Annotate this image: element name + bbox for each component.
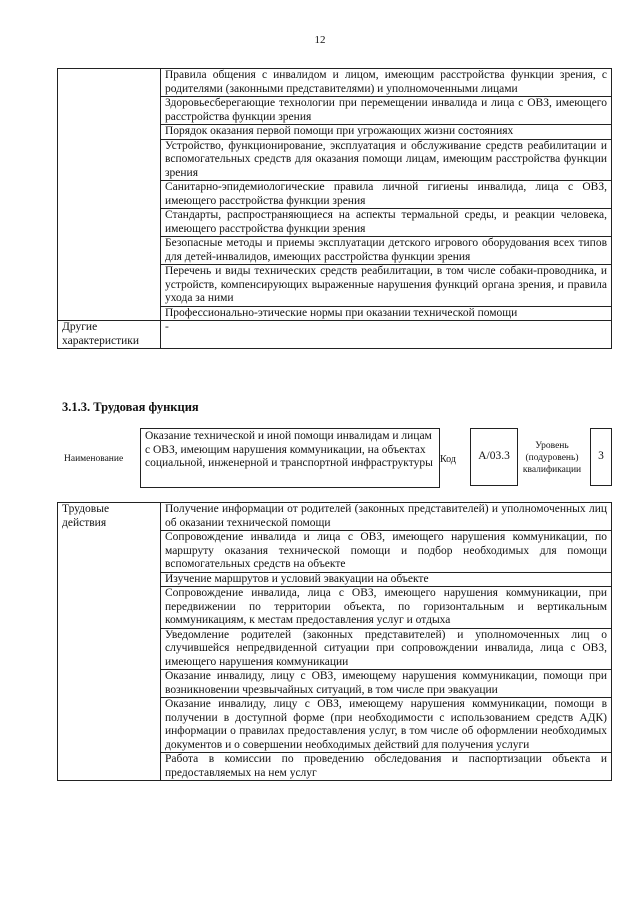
table-cell: Здоровьесберегающие технологии при перемещении инвалида и лица с ОВЗ, имеющего расстройства функции зрения (161, 97, 612, 125)
name-label: Наименование (64, 454, 124, 464)
code-label: Код (440, 454, 456, 465)
table-cell: Перечень и виды технических средств реабилитации, в том числе собаки-проводника, и устройств, компенсирующих выраженные нарушения функций органа зрения, и правила ухода за ними (161, 265, 612, 307)
table-cell: Уведомление родителей (законных представителей) и уполномоченных лиц о случившейся непредвиденной ситуации при сопровождении инвалида, лица с ОВЗ, имеющего нарушения коммуникации (161, 628, 612, 670)
table-cell: Правила общения с инвалидом и лицом, имеющим расстройства функции зрения, с родителями (законными представителями) и уполномоченными лицами (161, 69, 612, 97)
level-label: Уровень (подуровень) квалификации (522, 441, 582, 475)
table-cell: Устройство, функционирование, эксплуатация и обслуживание средств реабилитации и вспомогательных средств для оказания помощи лицам, имеющим расстройства функции зрения (161, 139, 612, 181)
table-cell: Получение информации от родителей (законных представителей) и уполномоченных лиц об оказании технической помощи (161, 503, 612, 531)
function-name: Оказание технической и иной помощи инвалидам и лицам с ОВЗ, имеющим нарушения коммуникации, на объектах социальной, инженерной и транспортной инфраструктуры (140, 428, 440, 488)
other-characteristics-value: - (161, 321, 612, 349)
table-cell: Работа в комиссии по проведению обследования и паспортизации объекта и предоставляемых на нем услуг (161, 753, 612, 781)
table-row (58, 69, 612, 97)
labor-actions-table (57, 502, 612, 781)
table-row (58, 321, 612, 349)
table-cell: Стандарты, распространяющиеся на аспекты термальной среды, и реакции человека, имеющего расстройства функции зрения (161, 209, 612, 237)
level-value: 3 (590, 428, 612, 486)
table-cell: Санитарно-эпидемиологические правила личной гигиены инвалида, лица с ОВЗ, имеющего расстройства функции зрения (161, 181, 612, 209)
knowledge-table (57, 68, 612, 349)
table-cell: Изучение маршрутов и условий эвакуации на объекте (161, 572, 612, 587)
table-cell: Порядок оказания первой помощи при угрожающих жизни состояниях (161, 125, 612, 140)
section-title: 3.1.3. Трудовая функция (62, 400, 199, 414)
function-header (60, 428, 612, 488)
table-cell: Оказание инвалиду, лицу с ОВЗ, имеющему нарушения коммуникации, помощи в получении в доступной форме (при необходимости с использованием средств АДК) информации о правилах предоставления услуг, в том числе об оформлении необходимых документов и о совершении необходимых действий для получения услуги (161, 698, 612, 753)
table-cell: Оказание инвалиду, лицу с ОВЗ, имеющему нарушения коммуникации, помощи при возникновении чрезвычайных ситуаций, в том числе при эвакуации (161, 670, 612, 698)
table-cell: Профессионально-этические нормы при оказании технической помощи (161, 306, 612, 321)
table-cell: Сопровождение инвалида, лица с ОВЗ, имеющего нарушения коммуникации, при передвижении по территории объекта, по горизонтальным и вертикальным коммуникациям, к местам предоставления услуг и отдыха (161, 587, 612, 629)
function-code: А/03.3 (470, 428, 518, 486)
labor-actions-label: Трудовые действия (58, 503, 161, 781)
other-characteristics-label: Другие характеристики (58, 321, 161, 349)
table-row (58, 503, 612, 531)
page-number: 12 (314, 34, 326, 46)
table-cell: Безопасные методы и приемы эксплуатации детского игрового оборудования всех типов для детей-инвалидов, имеющих расстройства функции зрения (161, 237, 612, 265)
empty-left-cell (58, 69, 161, 321)
table-cell: Сопровождение инвалида и лица с ОВЗ, имеющего нарушения коммуникации, по маршруту оказания технической помощи и подбор необходимых для помощи вспомогательных средств на объекте (161, 531, 612, 573)
